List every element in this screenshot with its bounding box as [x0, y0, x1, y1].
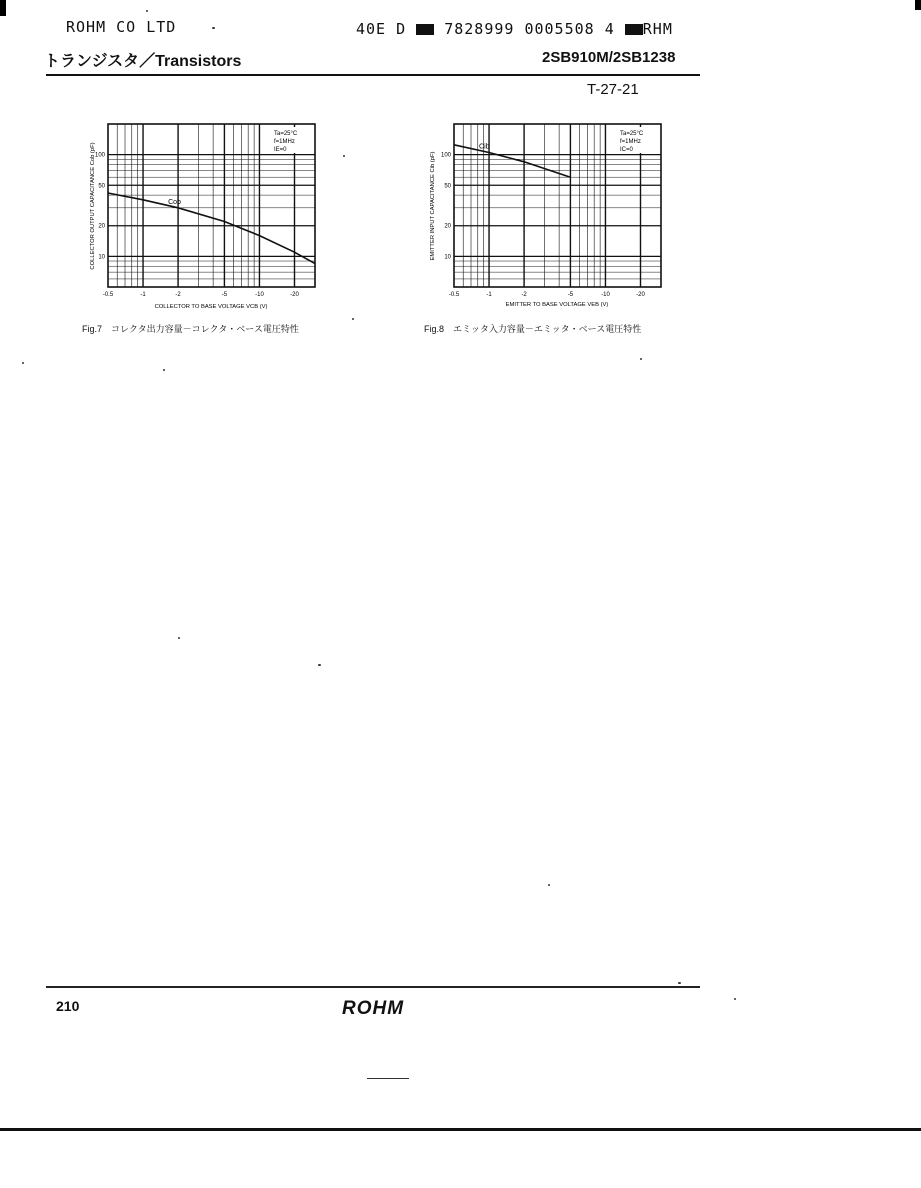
scan-speck: [343, 155, 345, 157]
fig8-condition-temp: Ta=25°C: [620, 131, 644, 137]
scan-speck: [640, 358, 642, 360]
fig8-conditions: [616, 127, 658, 153]
scan-speck: [146, 10, 148, 12]
y-tick-label: 10: [98, 254, 105, 261]
y-tick-label: 50: [98, 183, 105, 190]
header-code: [356, 20, 673, 38]
x-tick-label: -10: [601, 292, 610, 298]
header-code-prefix: 40E D: [356, 20, 407, 38]
scan-speck: [318, 664, 321, 666]
y-tick-label: 10: [444, 254, 451, 261]
page-edge-mark: [915, 0, 921, 10]
fig8-chart: [416, 116, 676, 316]
rohm-logo: ROHM: [342, 998, 405, 1019]
header-code-numbers: 7828999 0005508 4: [444, 20, 615, 38]
header-company: ROHM CO LTD: [66, 18, 177, 36]
fig7-x-axis-label: COLLECTOR TO BASE VOLTAGE VCB (V): [154, 304, 268, 310]
scan-speck: [163, 369, 165, 371]
x-tick-label: -2: [521, 292, 527, 298]
fig7-condition-temp: Ta=25°C: [274, 131, 298, 137]
part-number-title: 2SB910M/2SB1238: [542, 49, 676, 66]
x-tick-label: -5: [221, 292, 228, 298]
fig7-conditions: [270, 127, 312, 153]
footer-rule: [46, 986, 700, 988]
fig8-caption: Fig.8 エミッタ入力容量－エミッタ・ベース電圧特性: [424, 324, 642, 334]
scan-speck: [678, 982, 681, 984]
redaction-block: [625, 24, 643, 35]
x-tick-label: -20: [290, 292, 299, 298]
header-code-suffix: RHM: [642, 20, 673, 38]
x-tick-label: -1: [486, 292, 492, 298]
x-tick-label: -20: [636, 292, 645, 298]
fig7-caption: Fig.7 コレクタ出力容量－コレクタ・ベース電圧特性: [82, 324, 299, 334]
scan-smudge: [367, 1078, 409, 1079]
fig8-series-cib: [454, 145, 570, 177]
page-edge-mark: [0, 0, 6, 16]
y-tick-label: 50: [444, 183, 451, 190]
fig8-condition-freq: f=1MHz: [620, 139, 641, 145]
handwritten-ref-code: T-27-21: [587, 81, 639, 98]
x-tick-label: -2: [175, 292, 181, 298]
scan-speck: [734, 998, 736, 1000]
x-tick-label: -10: [255, 292, 264, 298]
y-tick-label: 20: [444, 223, 451, 230]
fig7-condition-current: IE=0: [274, 147, 287, 153]
scan-speck: [178, 637, 180, 639]
page-title: トランジスタ／Transistors: [44, 53, 242, 70]
fig8-condition-current: IC=0: [620, 147, 633, 153]
y-tick-label: 100: [440, 152, 451, 159]
fig8-x-axis-label: EMITTER TO BASE VOLTAGE VEB (V): [505, 302, 609, 308]
fig7-y-axis-label: COLLECTOR OUTPUT CAPACITANCE Cob (pF): [90, 142, 96, 270]
scan-speck: [212, 27, 215, 29]
x-tick-label: -0.5: [448, 292, 460, 298]
x-tick-label: -5: [567, 292, 574, 298]
x-tick-label: -1: [140, 292, 146, 298]
scan-speck: [548, 884, 550, 886]
fig7-series-cob: [108, 193, 315, 264]
redaction-block: [416, 24, 434, 35]
fig8-y-axis-label: EMITTER INPUT CAPACITANCE Cib (pF): [430, 151, 436, 261]
scan-edge-rule: [0, 1128, 921, 1131]
fig7-condition-freq: f=1MHz: [274, 139, 295, 145]
page-number: 210: [56, 998, 80, 1014]
y-tick-label: 100: [94, 152, 105, 159]
fig7-chart: [70, 116, 330, 316]
x-tick-label: -0.5: [102, 292, 114, 298]
y-tick-label: 20: [98, 223, 105, 230]
fig8-curve-label: Cib: [479, 143, 490, 151]
header-rule: [46, 74, 700, 76]
scan-speck: [352, 318, 354, 320]
scan-speck: [22, 362, 24, 364]
fig7-curve-label: Cob: [168, 198, 181, 206]
